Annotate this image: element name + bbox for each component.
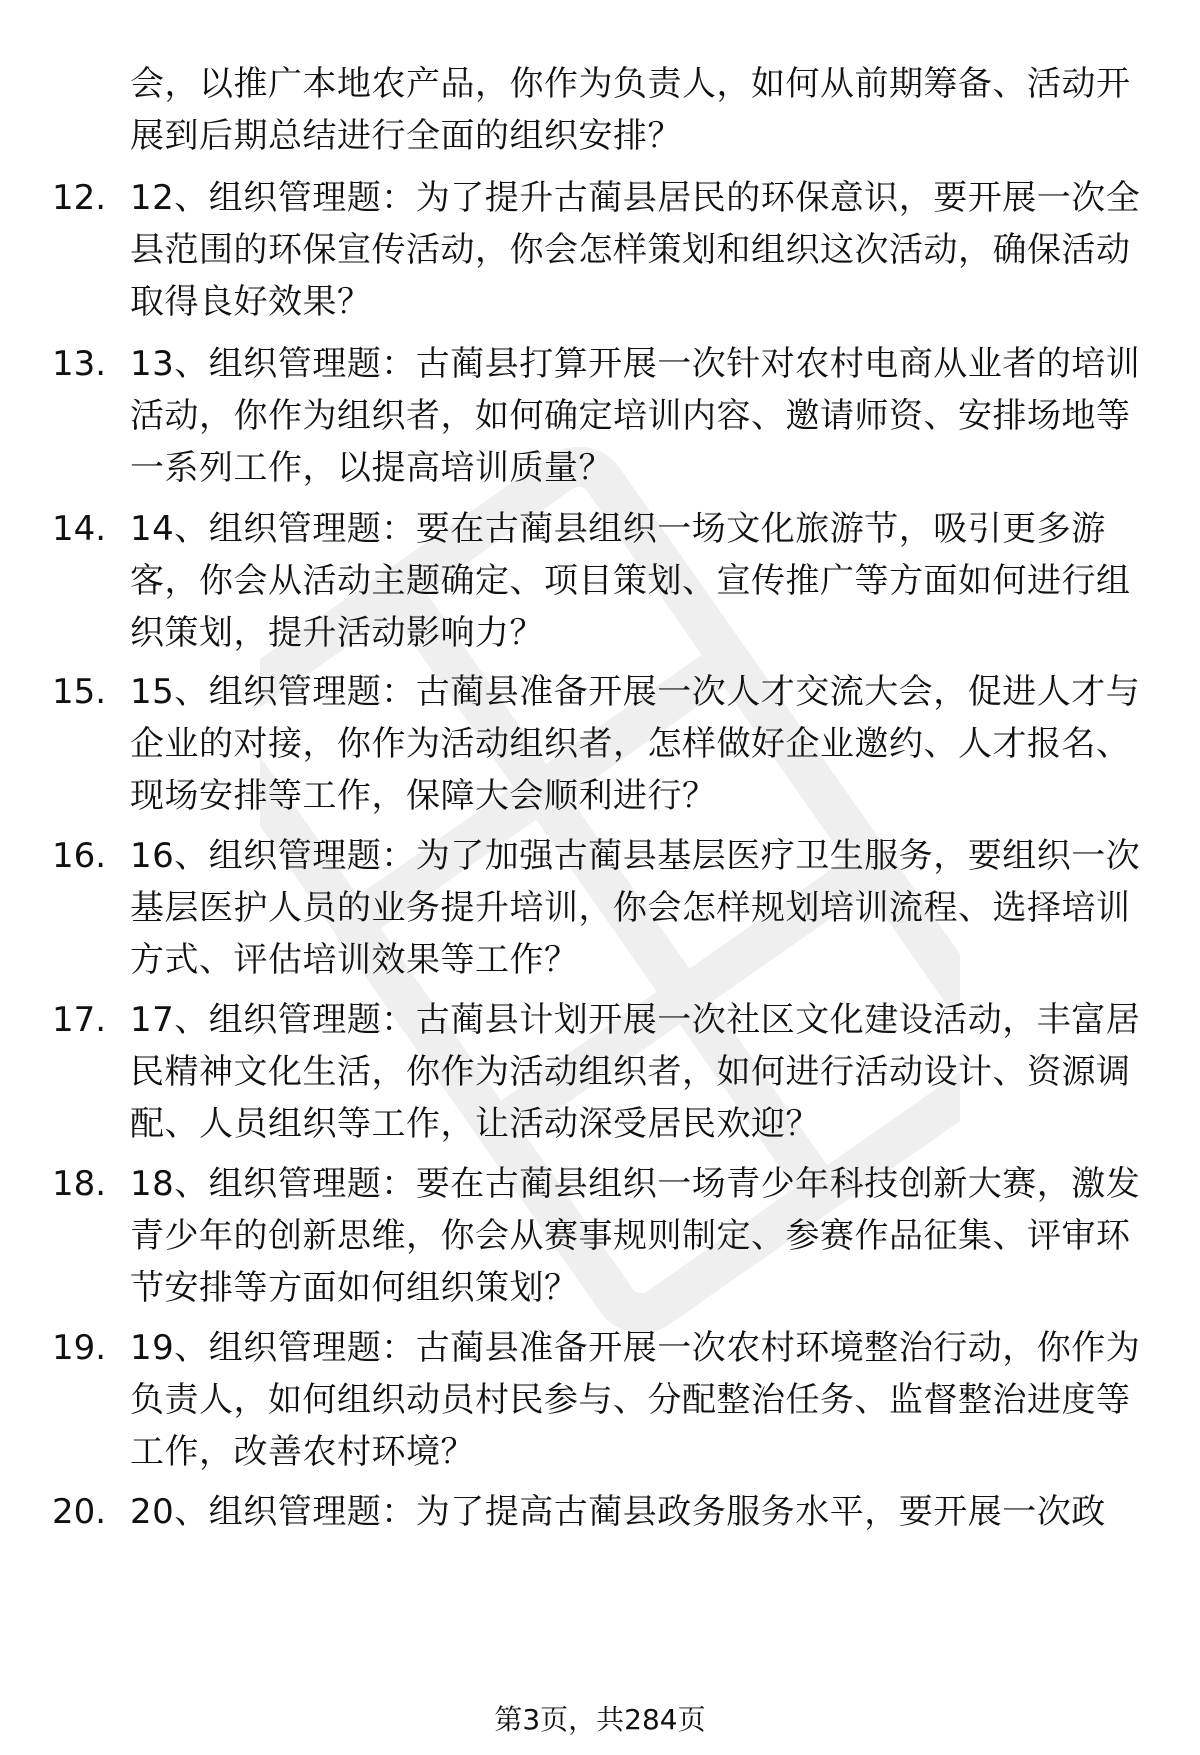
question-number: 17.: [52, 1000, 107, 1040]
question-number: 13.: [52, 344, 107, 384]
question-text: 13、组织管理题：古蔺县打算开展一次针对农村电商从业者的培训活动，你作为组织者，如何确定培训内容、邀请师资、安排场地等一系列工作，以提高培训质量？: [130, 344, 1141, 488]
page-footer: 第3页，共284页: [494, 1703, 706, 1736]
question-text: 19、组织管理题：古蔺县准备开展一次农村环境整治行动，你作为负责人，如何组织动员村民参与、分配整治任务、监督整治进度等工作，改善农村环境？: [130, 1328, 1141, 1472]
question-number: 16.: [52, 836, 107, 876]
question-text: 18、组织管理题：要在古蔺县组织一场青少年科技创新大赛，激发青少年的创新思维，你会从赛事规则制定、参赛作品征集、评审环节安排等方面如何组织策划？: [130, 1164, 1141, 1308]
question-number: 19.: [52, 1328, 107, 1368]
question-number: 20.: [52, 1492, 107, 1532]
question-text: 20、组织管理题：为了提高古蔺县政务服务水平，要开展一次政: [130, 1492, 1106, 1532]
question-number: 18.: [52, 1164, 107, 1204]
question-text: 14、组织管理题：要在古蔺县组织一场文化旅游节，吸引更多游客，你会从活动主题确定、项目策划、宣传推广等方面如何进行组织策划，提升活动影响力？: [130, 509, 1131, 653]
question-text: 12、组织管理题：为了提升古蔺县居民的环保意识，要开展一次全县范围的环保宣传活动，你会怎样策划和组织这次活动，确保活动取得良好效果？: [130, 178, 1141, 322]
question-11-continuation: 会，以推广本地农产品，你作为负责人，如何从前期筹备、活动开展到后期总结进行全面的组织安排？: [130, 64, 1131, 156]
question-text: 15、组织管理题：古蔺县准备开展一次人才交流大会，促进人才与企业的对接，你作为活动组织者，怎样做好企业邀约、人才报名、现场安排等工作，保障大会顺利进行？: [130, 672, 1141, 816]
question-number: 14.: [52, 509, 107, 549]
question-number: 15.: [52, 672, 107, 712]
question-text: 17、组织管理题：古蔺县计划开展一次社区文化建设活动，丰富居民精神文化生活，你作为活动组织者，如何进行活动设计、资源调配、人员组织等工作，让活动深受居民欢迎？: [130, 1000, 1141, 1144]
question-number: 12.: [52, 178, 107, 218]
question-text: 16、组织管理题：为了加强古蔺县基层医疗卫生服务，要组织一次基层医护人员的业务提升培训，你会怎样规划培训流程、选择培训方式、评估培训效果等工作？: [130, 836, 1141, 980]
